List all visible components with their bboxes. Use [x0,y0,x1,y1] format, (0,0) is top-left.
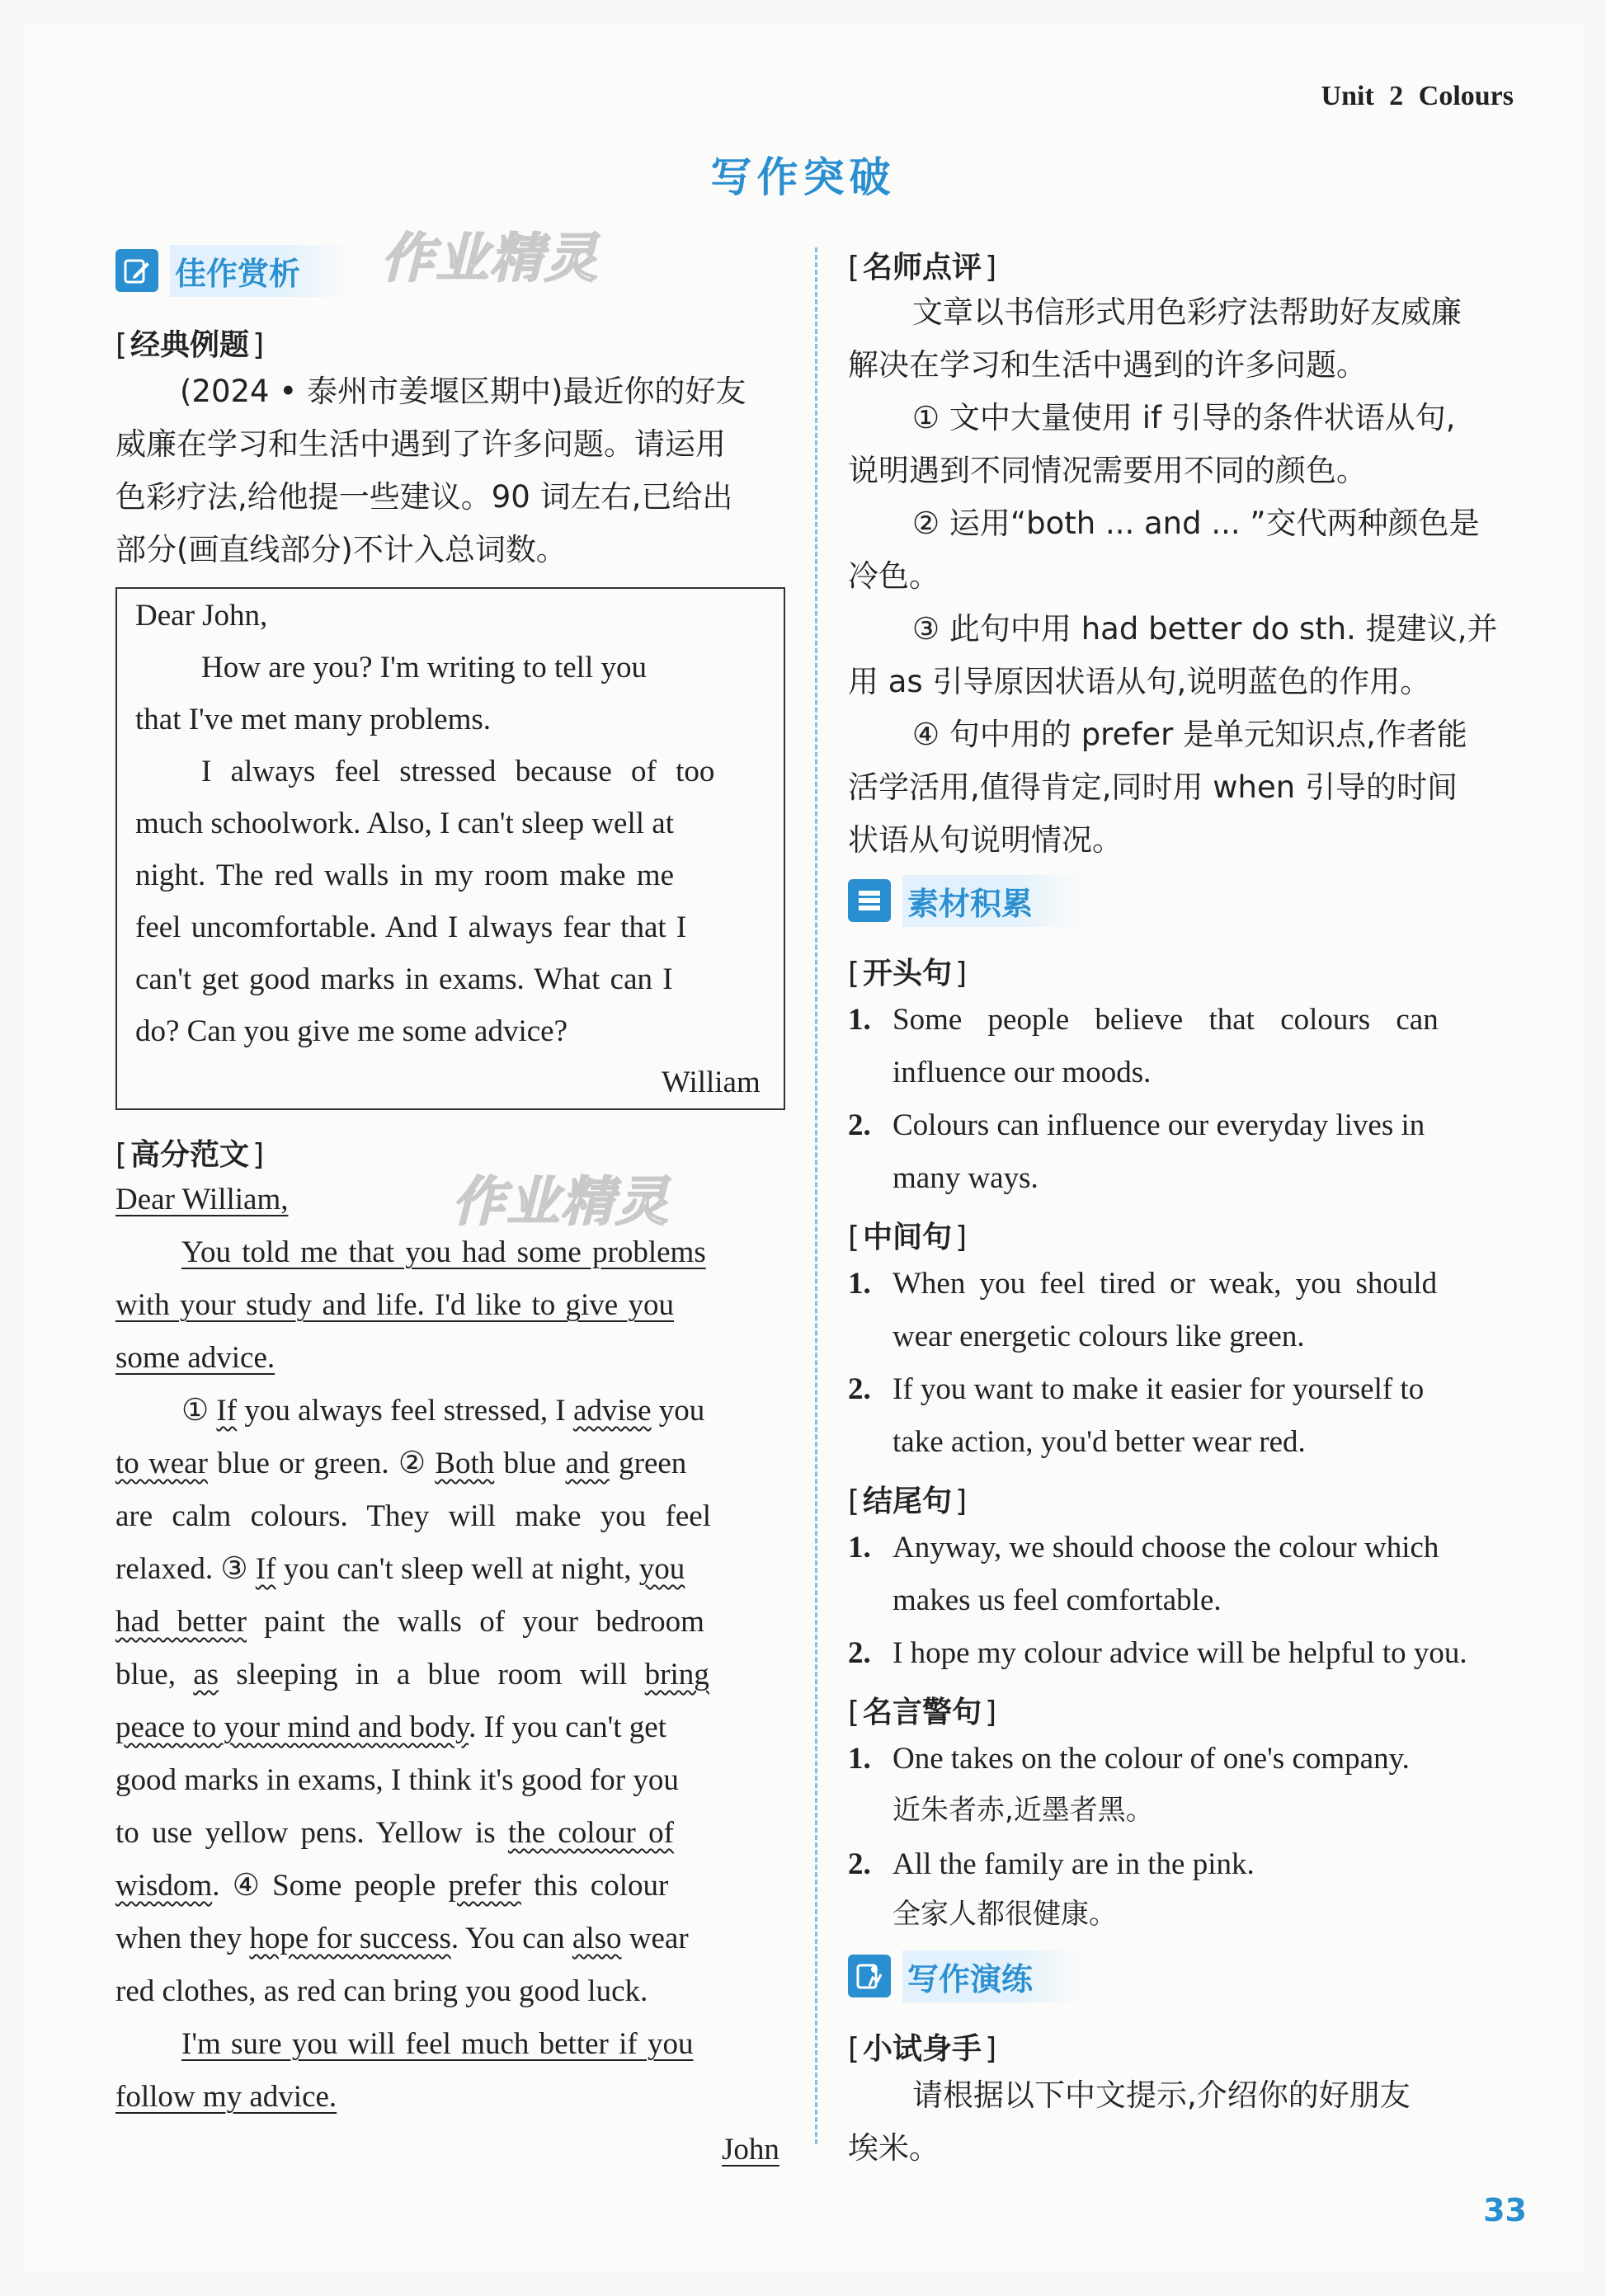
letter-line: that I've met many problems. [135,703,492,736]
highlight: bring [644,1658,709,1691]
comment-line: 冷色。 [848,558,940,594]
comment-line: 说明遇到不同情况需要用不同的颜色。 [848,453,1367,488]
letter-line: much schoolwork. Also, I can't sleep well at [135,807,674,840]
section-header-materials [848,879,1082,922]
list-item-translation: 全家人都很健康。 [892,1898,1117,1931]
section-header-appreciation [115,249,350,292]
letter-line: do? Can you give me some advice? [135,1014,568,1048]
model-body-line [115,1659,709,1690]
prompt-line: 威廉在学习和生活中遇到了许多问题。请运用 [115,426,726,462]
watermark: 作业精灵 [381,228,599,289]
list-item-text: One takes on the colour of one's company. [892,1742,1410,1776]
prompt-line: (2024 • 泰州市姜堰区期中)最近你的好友 [180,374,746,409]
highlight: If [216,1394,238,1428]
list-item-text: makes us feel comfortable. [892,1583,1222,1617]
comment-line: 文章以书信形式用色彩疗法帮助好友威廉 [912,294,1462,330]
marker: ① [181,1394,217,1428]
label-model-essay: [ 高分范文 ] [115,1132,264,1174]
highlight: as [193,1658,219,1691]
model-body-line: red clothes, as red can bring you good luck. [115,1974,648,2008]
column-divider [815,247,817,2144]
item-number: 2. [848,1108,871,1142]
text: wear [621,1922,689,1955]
letter-line: night. The red walls in my room make me [135,859,674,892]
section-title: 素材积累 [902,875,1082,927]
page-title: 写作突破 [710,153,896,201]
comment-line: 解决在学习和生活中遇到的许多问题。 [848,347,1367,383]
list-item-text: All the family are in the pink. [892,1847,1255,1881]
text: blue [494,1447,566,1480]
model-opening: some advice. [115,1341,276,1375]
list-item [848,1374,871,1404]
model-body-line [115,1923,689,1954]
comment-line: 活学活用,值得肯定,同时用 when 引导的时间 [848,769,1458,805]
practice-line: 请根据以下中文提示,介绍你的好朋友 [912,2077,1411,2113]
label-try-it: [ 小试身手 ] [848,2025,996,2068]
list-item-text: take action, you'd better wear red. [892,1425,1306,1459]
model-opening: with your study and life. I'd like to give you [115,1288,674,1322]
text: this colour [520,1869,669,1903]
letter-line: feel uncomfortable. And I always fear that I [135,910,687,944]
label-quotes: [ 名言警句 ] [848,1689,996,1731]
list-item-text: Anyway, we should choose the colour which [892,1531,1439,1564]
highlight: peace to your mind and body [115,1710,469,1744]
highlight: to wear [115,1447,208,1480]
prompt-line: 部分(画直线部分)不计入总词数。 [115,532,567,567]
list-item-text: I hope my colour advice will be helpful to you. [892,1636,1467,1670]
highlight: advise [572,1394,652,1428]
item-number: 2. [848,1636,871,1670]
model-salutation: Dear William, [115,1183,289,1216]
text: . You can [450,1922,572,1955]
text: you can't sleep well at night, [276,1552,639,1586]
item-number: 1. [848,1003,871,1037]
pencil-note-icon [115,249,158,292]
item-number: 2. [848,1372,871,1406]
running-header [1321,81,1514,112]
highlight: and [565,1447,610,1480]
text: sleeping in a blue room will [219,1658,645,1691]
comment-line: ① 文中大量使用 if 引导的条件状语从句, [912,400,1456,435]
comment-line: 用 as 引导原因状语从句,说明蓝色的作用。 [848,664,1431,699]
runner-icon [848,1955,891,1997]
text: you [651,1394,705,1428]
highlight: the colour of [507,1816,674,1850]
unit-topic: Colours [1418,81,1514,111]
highlight: hope for success [249,1922,451,1955]
text: relaxed. ③ [115,1552,256,1586]
model-body-line [181,1395,704,1426]
letter-line [201,652,767,683]
highlight: had better [115,1605,247,1639]
list-item [848,1268,871,1299]
model-body-line [115,1607,704,1637]
model-body-line [115,1870,668,1901]
comment-line: ② 运用“both ... and ... ”交代两种颜色是 [912,506,1480,541]
highlight: prefer [448,1869,521,1903]
model-body-line [115,1712,666,1743]
section-title: 佳作赏析 [170,245,350,297]
model-closing: I'm sure you will feel much better if you [181,2027,694,2061]
label-opening: [ 开头句 ] [848,950,967,992]
list-item-translation: 近朱者赤,近墨者黑。 [892,1794,1154,1827]
stack-books-icon [848,879,891,922]
list-item-text: When you feel tired or weak, you should [892,1267,1438,1301]
prompt-line: 色彩疗法,给他提一些建议。90 词左右,已给出 [115,479,733,515]
highlight: If [255,1552,276,1586]
text: paint the walls of your bedroom [246,1605,704,1639]
label-teacher-comment: [ 名师点评 ] [848,244,996,286]
list-item [848,1638,871,1668]
list-item-text: wear energetic colours like green. [892,1320,1305,1353]
comment-line: 状语从句说明情况。 [848,822,1123,858]
letter-line: I always feel stressed because of too [201,755,715,788]
list-item-text: Some people believe that colours can [892,1003,1439,1037]
list-item [848,1849,871,1880]
comment-line: ④ 句中用的 prefer 是单元知识点,作者能 [912,717,1467,752]
model-body-line [115,1818,674,1848]
text: when they [115,1922,250,1955]
list-item [848,1532,871,1563]
letter-signature: William [662,1066,761,1099]
practice-line: 埃米。 [848,2130,940,2166]
highlight: also [572,1922,622,1955]
item-number: 1. [848,1742,871,1776]
list-item-text: If you want to make it easier for yourself to [892,1372,1425,1406]
text: you always feel stressed, I [237,1394,573,1428]
watermark: 作业精灵 [452,1172,670,1233]
highlight: Both [435,1447,495,1480]
letter-line: can't get good marks in exams. What can I [135,962,673,996]
section-title: 写作演练 [902,1950,1082,2002]
list-item [848,1004,871,1035]
item-number: 1. [848,1531,871,1564]
model-signature: John [722,2133,779,2167]
section-header-practice [848,1955,1082,1997]
list-item-text: influence our moods. [892,1056,1152,1089]
text: . If you can't get [469,1710,667,1744]
model-body-line [115,1448,686,1479]
text: blue or green. ② [207,1447,436,1480]
model-closing: follow my advice. [115,2080,337,2114]
label-classic-example: [ 经典例题 ] [115,322,264,364]
model-opening: You told me that you had some problems [181,1235,706,1269]
label-middle: [ 中间句 ] [848,1214,967,1256]
item-number: 2. [848,1847,871,1881]
text: green [609,1447,687,1480]
text: blue, [115,1658,194,1691]
page-number: 33 [1483,2192,1527,2228]
label-ending: [ 结尾句 ] [848,1478,967,1520]
model-body-line [115,1554,685,1584]
list-item [848,1743,871,1774]
item-number: 1. [848,1267,871,1301]
text: . ④ Some people [212,1869,449,1903]
model-body-line: are calm colours. They will make you feel [115,1499,711,1533]
unit-label: Unit 2 [1321,81,1404,111]
model-body-line: good marks in exams, I think it's good for you [115,1763,679,1797]
list-item-text: many ways. [892,1161,1038,1195]
text: to use yellow pens. Yellow is [115,1816,508,1850]
highlight: you [638,1552,685,1586]
highlight: wisdom [115,1869,213,1903]
comment-line: ③ 此句中用 had better do sth. 提建议,并 [912,611,1498,647]
letter-salutation: Dear John, [135,599,268,633]
list-item [848,1110,871,1141]
list-item-text: Colours can influence our everyday lives in [892,1108,1425,1142]
letter-text: How are you? I'm writing to tell you [201,651,647,685]
